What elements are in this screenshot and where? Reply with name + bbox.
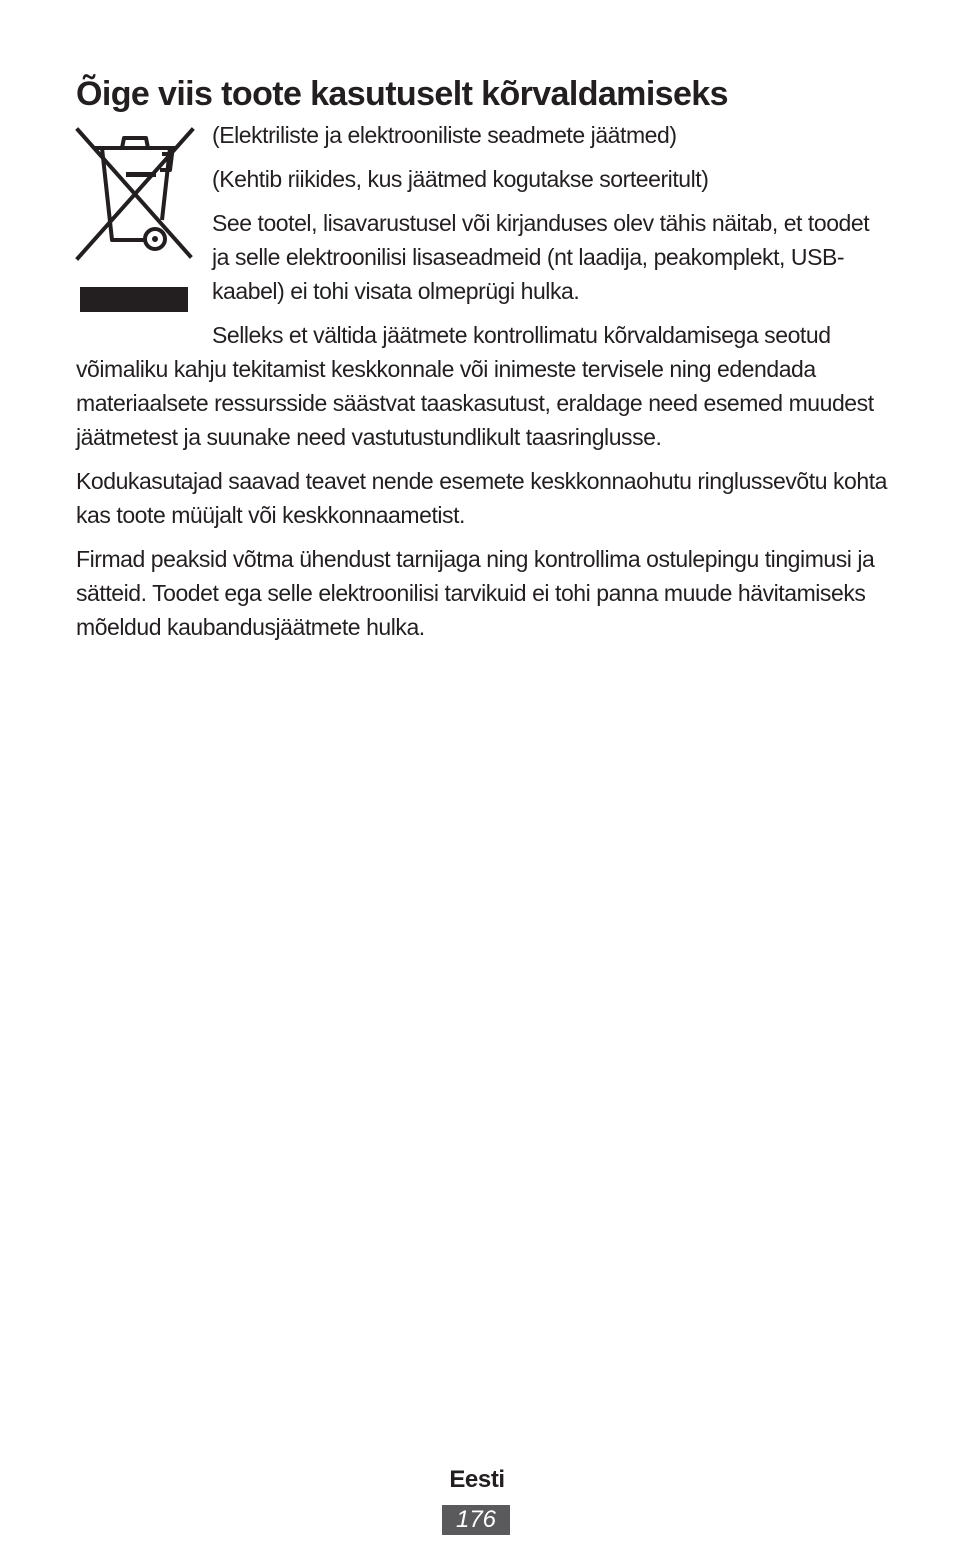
body-text: [76, 118, 888, 654]
paragraph-separate-disposal: Selleks et vältida jäätmete kontrollimatu kõrvaldamisega seotud võimaliku kahju tekitamist keskkonnale või inimeste tervisele ning edendada materiaalsete ressursside säästvat taaskasutust, eraldage need esemed muudest jäätmetest ja suunake need vastutustundlikult taasringlusse.: [76, 322, 874, 450]
paragraph-weee-definition: (Elektriliste ja elektrooniliste seadmete jäätmed): [212, 122, 677, 148]
paragraph-applicability: (Kehtib riikides, kus jäätmed kogutakse sorteeritult): [212, 166, 709, 192]
page-title: Õige viis toote kasutuselt kõrvaldamiseks: [76, 75, 728, 113]
paragraph-business-users: Firmad peaksid võtma ühendust tarnijaga ning kontrollima ostulepingu tingimusi ja sätteid. Toodet ega selle elektroonilisi tarvikuid ei tohi panna muude hävitamiseks mõeldud kaubandusjäätmete hulka.: [76, 546, 875, 640]
page-number: 176: [442, 1505, 510, 1535]
footer-language: Eesti: [449, 1466, 505, 1493]
symbol-spacer: [76, 118, 212, 314]
paragraph-household-users: Kodukasutajad saavad teavet nende esemete keskkonnaohutu ringlussevõtu kohta kas toote müüjalt või keskkonnaametist.: [76, 468, 887, 528]
paragraph-marking-meaning: See tootel, lisavarustusel või kirjanduses olev tähis näitab, et toodet ja selle elektroonilisi lisaseadmeid (nt laadija, peakomplekt, USB-kaabel) ei tohi visata olmeprügi hulka.: [212, 210, 870, 304]
